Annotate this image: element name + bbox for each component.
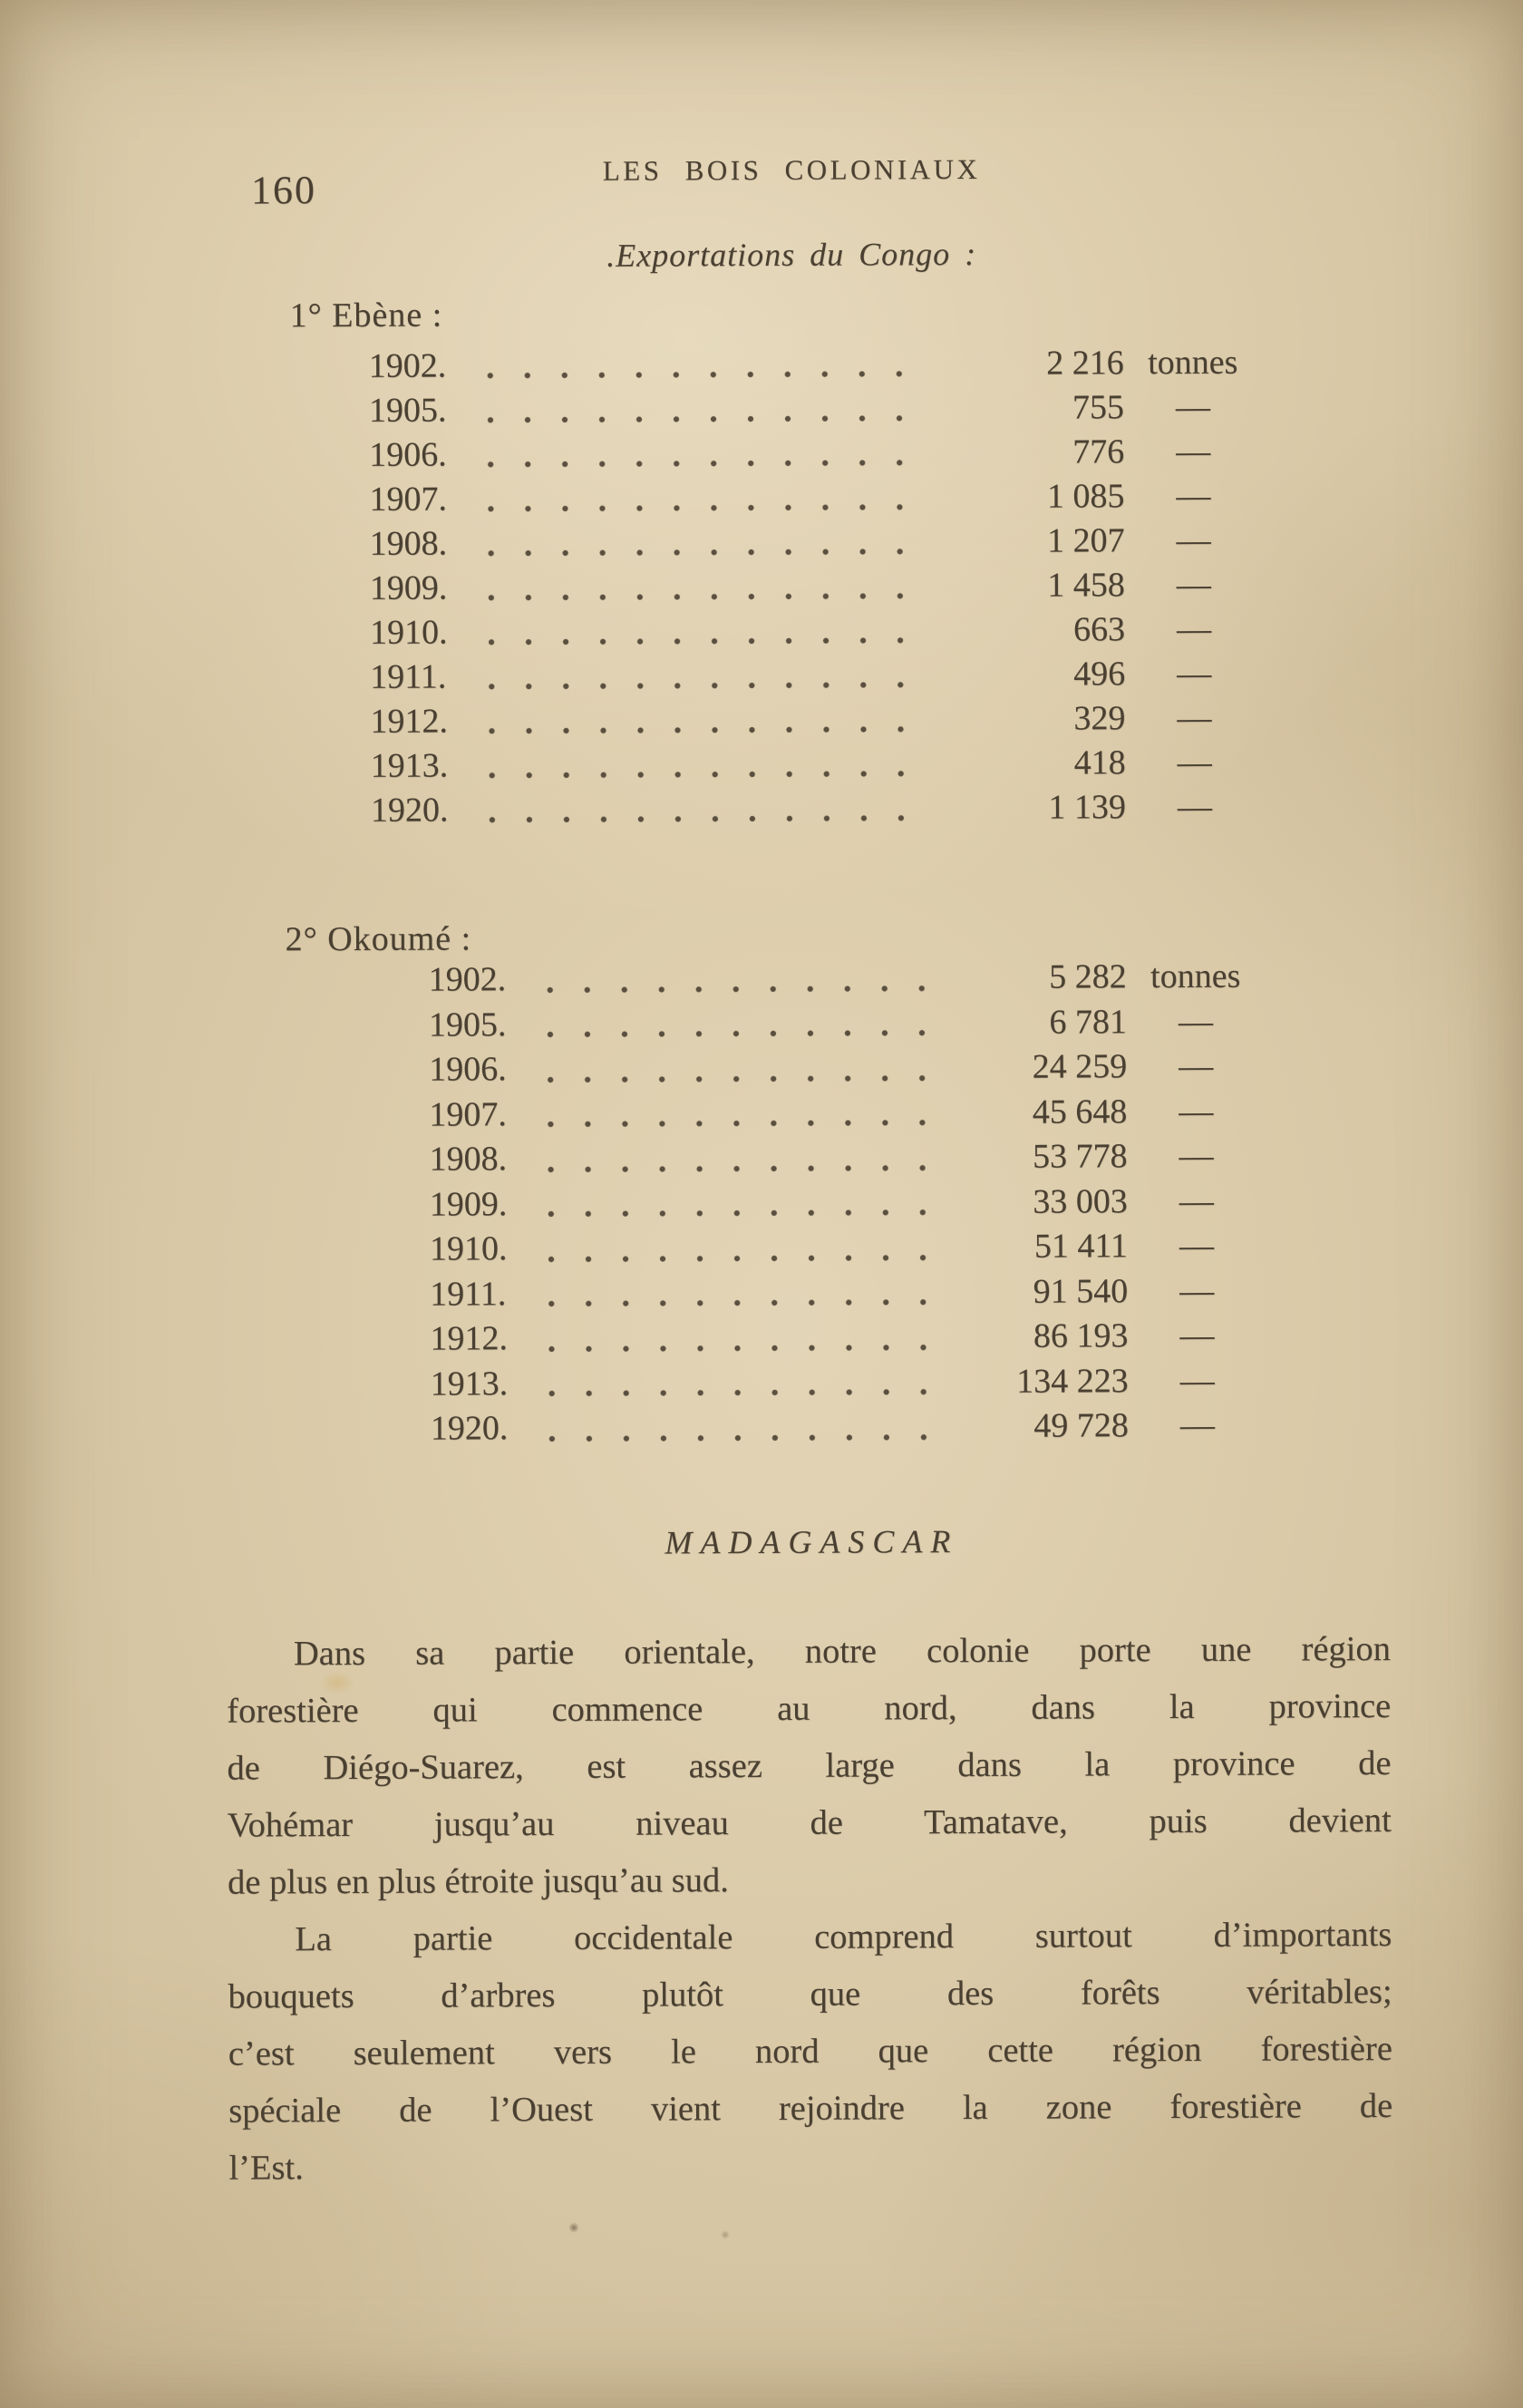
- dot-leader: [548, 1297, 929, 1308]
- value-cell: 1 085: [1046, 477, 1125, 516]
- unit-cell: —: [1179, 1046, 1214, 1086]
- table-row: [430, 1270, 1266, 1319]
- year-cell: 1906.: [429, 1050, 507, 1089]
- unit-cell: —: [1179, 1092, 1214, 1131]
- paragraph-line: c’est seulement vers le nord que cette région forestière: [228, 2029, 1392, 2073]
- dot-leader: [487, 369, 926, 380]
- year-cell: 1912.: [430, 1319, 509, 1358]
- value-cell: 24 259: [1032, 1047, 1128, 1086]
- page-number: 160: [250, 168, 317, 213]
- year-cell: 1910.: [429, 1229, 508, 1268]
- dot-leader: [548, 1432, 930, 1443]
- table-row: [429, 1091, 1265, 1140]
- unit-cell: —: [1176, 609, 1212, 649]
- table-row: [369, 476, 1262, 524]
- table-row: [430, 1226, 1266, 1275]
- dot-leader: [489, 813, 927, 824]
- paragraph-line: Dans sa partie orientale, notre colonie porte une région: [293, 1629, 1392, 1674]
- madagascar-text: [227, 1621, 1393, 2198]
- table-row: [429, 1046, 1265, 1095]
- year-cell: 1911.: [430, 1274, 507, 1314]
- table-row: [371, 743, 1264, 791]
- table-row: [430, 1180, 1266, 1229]
- dot-leader: [488, 636, 926, 646]
- dot-leader: [547, 984, 928, 995]
- year-cell: 1913.: [370, 746, 449, 785]
- year-cell: 1905.: [368, 391, 447, 430]
- dot-leader: [548, 1208, 929, 1219]
- unit-cell: tonnes: [1150, 956, 1241, 996]
- table-row: [370, 654, 1263, 702]
- value-cell: 91 540: [1033, 1271, 1129, 1311]
- year-cell: 1912.: [370, 702, 449, 741]
- table-row: [430, 1316, 1266, 1364]
- madagascar-heading: MADAGASCAR: [664, 1523, 959, 1561]
- paragraph-line: forestière qui commence au nord, dans la province: [227, 1686, 1392, 1731]
- value-cell: 51 411: [1033, 1227, 1129, 1266]
- unit-cell: —: [1176, 476, 1211, 516]
- table-row: [369, 387, 1262, 435]
- table-row: [370, 520, 1263, 568]
- year-cell: 1906.: [369, 435, 447, 474]
- year-cell: 1902.: [368, 346, 447, 385]
- unit-cell: —: [1177, 654, 1212, 694]
- dot-leader: [547, 1118, 928, 1129]
- table-row: [371, 787, 1264, 835]
- table-row: [429, 1001, 1265, 1050]
- unit-cell: —: [1177, 787, 1212, 827]
- year-cell: 1905.: [428, 1005, 507, 1044]
- unit-cell: —: [1179, 1405, 1215, 1444]
- value-cell: 1 139: [1048, 788, 1126, 827]
- paragraph-line: spéciale de l’Ouest vient rejoindre la zone forestière de: [228, 2086, 1393, 2131]
- value-cell: 45 648: [1032, 1092, 1128, 1131]
- unit-cell: —: [1178, 1002, 1214, 1041]
- running-title: LES BOIS COLONIAUX: [602, 152, 981, 187]
- unit-cell: —: [1179, 1361, 1215, 1400]
- dot-leader: [487, 502, 926, 513]
- dot-leader: [487, 458, 926, 469]
- value-cell: 86 193: [1033, 1316, 1129, 1355]
- year-cell: 1909.: [429, 1184, 508, 1224]
- year-cell: 1910.: [369, 613, 448, 652]
- unit-cell: —: [1179, 1316, 1215, 1355]
- dot-leader: [488, 724, 926, 735]
- table-row: [369, 343, 1262, 391]
- year-cell: 1911.: [370, 657, 447, 696]
- unit-cell: —: [1179, 1271, 1215, 1310]
- value-cell: 418: [1073, 743, 1126, 782]
- table-row: [429, 1136, 1265, 1185]
- unit-cell: —: [1177, 698, 1212, 738]
- value-cell: 5 282: [1049, 957, 1127, 996]
- dot-leader: [488, 547, 926, 558]
- year-cell: 1913.: [430, 1364, 509, 1403]
- year-cell: 1902.: [428, 960, 507, 999]
- dot-leader: [487, 413, 926, 424]
- section-label-okoume: 2° Okoumé :: [285, 919, 472, 959]
- value-cell: 2 216: [1046, 344, 1124, 383]
- table-row: [370, 698, 1263, 746]
- dot-leader: [547, 1028, 928, 1039]
- unit-cell: —: [1176, 520, 1211, 560]
- year-cell: 1908.: [429, 1140, 508, 1179]
- year-cell: 1920.: [370, 791, 449, 830]
- unit-cell: —: [1179, 1181, 1214, 1220]
- value-cell: 329: [1073, 699, 1126, 738]
- table-row: [431, 1405, 1266, 1454]
- unit-cell: —: [1179, 1136, 1214, 1176]
- section-label-ebene: 1° Ebène :: [289, 296, 443, 335]
- value-cell: 53 778: [1032, 1137, 1128, 1176]
- value-cell: 755: [1072, 388, 1125, 427]
- paragraph-line: La partie occidentale comprend surtout d’importants: [295, 1915, 1392, 1959]
- paragraph-line: Vohémar jusqu’au niveau de Tamatave, puis devient: [227, 1801, 1392, 1845]
- dot-leader: [548, 1163, 929, 1174]
- paragraph-line: bouquets d’arbres plutôt que des forêts véritables;: [228, 1972, 1392, 2016]
- dot-leader: [548, 1253, 929, 1264]
- year-cell: 1907.: [369, 480, 447, 519]
- table-row: [369, 432, 1262, 480]
- table-row: [370, 609, 1263, 657]
- paragraph-line: de plus en plus étroite jusqu’au sud.: [227, 1861, 729, 1902]
- value-cell: 134 223: [1016, 1361, 1129, 1401]
- value-cell: 496: [1073, 655, 1126, 694]
- table-row: [370, 565, 1263, 613]
- dot-leader: [488, 591, 926, 602]
- exports-table-okoume: [429, 956, 1266, 1454]
- paragraph-line: de Diégo-Suarez, est assez large dans la province de: [227, 1743, 1392, 1788]
- unit-cell: —: [1177, 743, 1212, 782]
- dot-leader: [548, 1343, 929, 1354]
- dot-leader: [489, 769, 927, 780]
- unit-cell: —: [1175, 387, 1211, 427]
- table-row: [429, 956, 1265, 1005]
- paragraph-line: l’Est.: [228, 2149, 304, 2188]
- congo-exports-heading: .Exportations du Congo :: [606, 235, 977, 274]
- value-cell: 776: [1072, 432, 1125, 471]
- value-cell: 6 781: [1049, 1002, 1128, 1042]
- value-cell: 663: [1072, 610, 1126, 649]
- value-cell: 49 728: [1033, 1406, 1129, 1445]
- exports-table-ebene: [369, 343, 1264, 835]
- unit-cell: —: [1176, 432, 1211, 471]
- value-cell: 1 207: [1047, 521, 1125, 560]
- table-row: [431, 1360, 1266, 1409]
- dot-leader: [548, 1387, 930, 1398]
- value-cell: 33 003: [1033, 1181, 1128, 1221]
- year-cell: 1908.: [369, 524, 448, 563]
- dot-leader: [488, 680, 926, 691]
- unit-cell: —: [1179, 1226, 1215, 1266]
- year-cell: 1920.: [430, 1409, 509, 1448]
- year-cell: 1909.: [369, 568, 448, 607]
- unit-cell: —: [1176, 565, 1211, 605]
- unit-cell: tonnes: [1148, 343, 1238, 383]
- value-cell: 1 458: [1047, 566, 1125, 605]
- dot-leader: [547, 1073, 928, 1084]
- year-cell: 1907.: [429, 1094, 507, 1134]
